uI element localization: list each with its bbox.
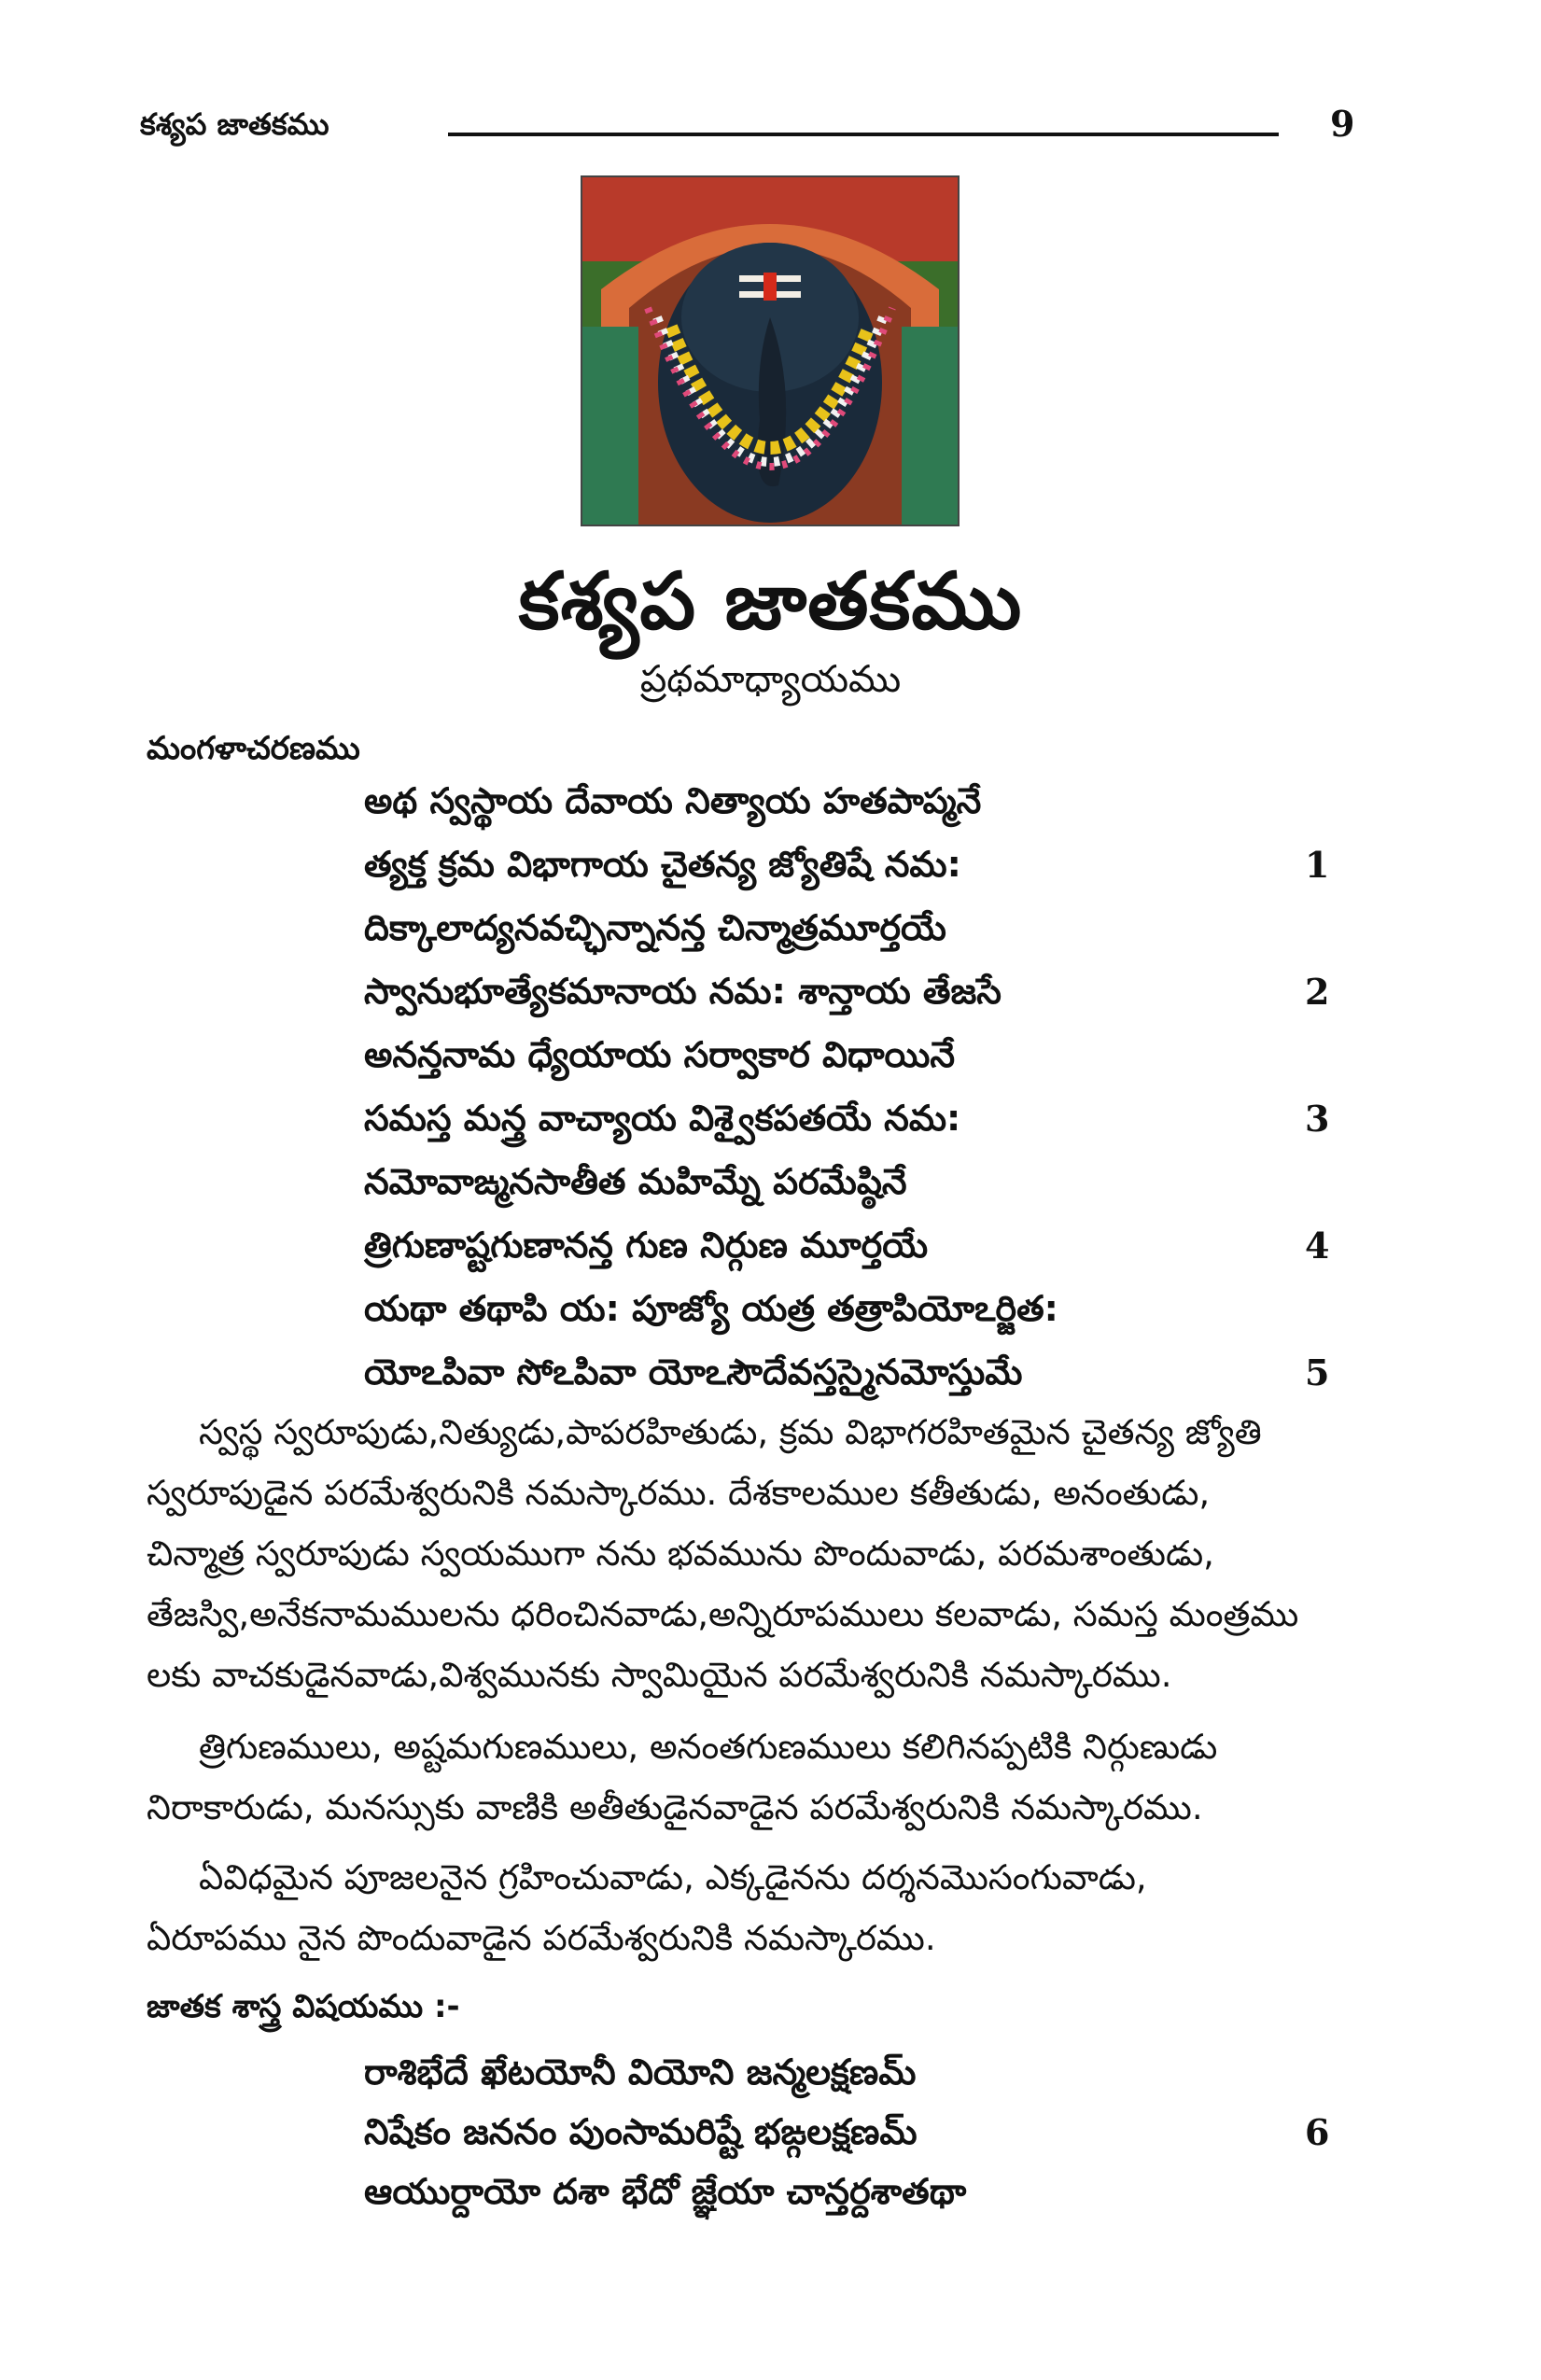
verse-line: యథా తథాపి య: పూజ్యో యత్ర తత్రాపియోఽర్జిత:: [364, 1288, 1058, 1329]
prose-line: లకు వాచకుడైనవాడు,విశ్వమునకు స్వామియైన పరమేశ్వరునికి నమస్కారము.: [147, 1655, 1172, 1695]
section-heading-mangalacharanam: మంగళాచరణము: [147, 730, 360, 767]
prose-line: ఏవిధమైన పూజలనైన గ్రహించువాడు, ఎక్కడైనను దర్శనమొసంగువాడు,: [199, 1857, 1147, 1897]
ganesha-image: [581, 175, 960, 526]
verse-number: 3: [1305, 1098, 1330, 1140]
prose-line: త్రిగుణములు, అష్టమగుణములు, అనంతగుణములు కలిగినప్పటికి నిర్గుణుడు: [199, 1727, 1218, 1767]
verse-number: 6: [1305, 2111, 1330, 2153]
verse-line: అథ స్వస్థాయ దేవాయ నిత్యాయ హతపాప్మనే: [364, 780, 982, 821]
prose-line: చిన్మాత్ర స్వరూపుడు స్వయముగా నను భవమును పొందువాడు, పరమశాంతుడు,: [147, 1533, 1214, 1574]
verse-line: నిషేకం జననం పుంసామరిష్టే భఙ్గలక్షణమ్: [364, 2111, 918, 2152]
page-number: 9: [1330, 103, 1355, 145]
verse-number: 5: [1305, 1351, 1330, 1393]
verse-number: 4: [1305, 1225, 1330, 1267]
verse-line: త్యక్త క్రమ విభాగాయ చైతన్య జ్యోతిషే నమ:: [364, 844, 961, 885]
verse-line: రాశిభేదే ఖేటయోనీ వియోని జన్మలక్షణమ్: [364, 2051, 917, 2093]
prose-line: నిరాకారుడు, మనస్సుకు వాణికి అతీతుడైనవాడైన పరమేశ్వరునికి నమస్కారము.: [147, 1787, 1203, 1827]
ganesha-illustration: [582, 177, 958, 525]
header-rule: [448, 133, 1279, 136]
prose-line: ఏరూపము నైన పొందువాడైన పరమేశ్వరునికి నమస్కారము.: [147, 1918, 936, 1958]
verse-line: నమోవాఙ్మనసాతీత మహిమ్నే పరమేష్ఠినే: [364, 1161, 907, 1202]
verse-line: త్రిగుణాష్టగుణానన్త గుణ నిర్గుణ మూర్తయే: [364, 1225, 929, 1266]
chapter-subtitle: ప్రథమాధ్యాయము: [639, 658, 902, 701]
verse-number: 2: [1305, 971, 1330, 1013]
prose-line: స్వస్థ స్వరూపుడు,నిత్యుడు,పాపరహితుడు, క్రమ విభాగరహితమైన చైతన్య జ్యోతి: [199, 1412, 1262, 1452]
verse-line: దిక్కాలాద్యనవచ్ఛిన్నానన్త చిన్మాత్రమూర్తయే: [364, 907, 946, 948]
prose-line: తేజస్వి,అనేకనామములను ధరించినవాడు,అన్నిరూపములు కలవాడు, సమస్త మంత్రము: [147, 1594, 1299, 1634]
prose-line: స్వరూపుడైన పరమేశ్వరునికి నమస్కారము. దేశకాలముల కతీతుడు, అనంతుడు,: [147, 1473, 1211, 1513]
verse-number: 1: [1305, 844, 1330, 886]
chapter-title: కశ్యప జాతకము: [518, 555, 1023, 647]
verse-line: స్వానుభూత్యేకమానాయ నమ: శాన్తాయ తేజసే: [364, 971, 1002, 1012]
verse-line: అనన్తనామ ధ్యేయాయ సర్వాకార విధాయినే: [364, 1034, 956, 1075]
verse-line: యోఽపివా సోఽపివా యోఽసౌదేవస్తస్మైనమోస్తుమే: [364, 1351, 1023, 1393]
verse-line: సమస్త మన్త్ర వాచ్యాయ విశ్వైకపతయే నమ:: [364, 1098, 961, 1139]
section-heading-jataka-vishayamu: జాతక శాస్త్ర విషయము :-: [147, 1988, 460, 2025]
running-title: కశ్యప జాతకము: [140, 106, 329, 142]
page-header: [140, 103, 1353, 159]
verse-line: ఆయుర్దాయో దశా భేదో జ్ఞేయా చాన్తర్దశాతథా: [364, 2171, 967, 2212]
